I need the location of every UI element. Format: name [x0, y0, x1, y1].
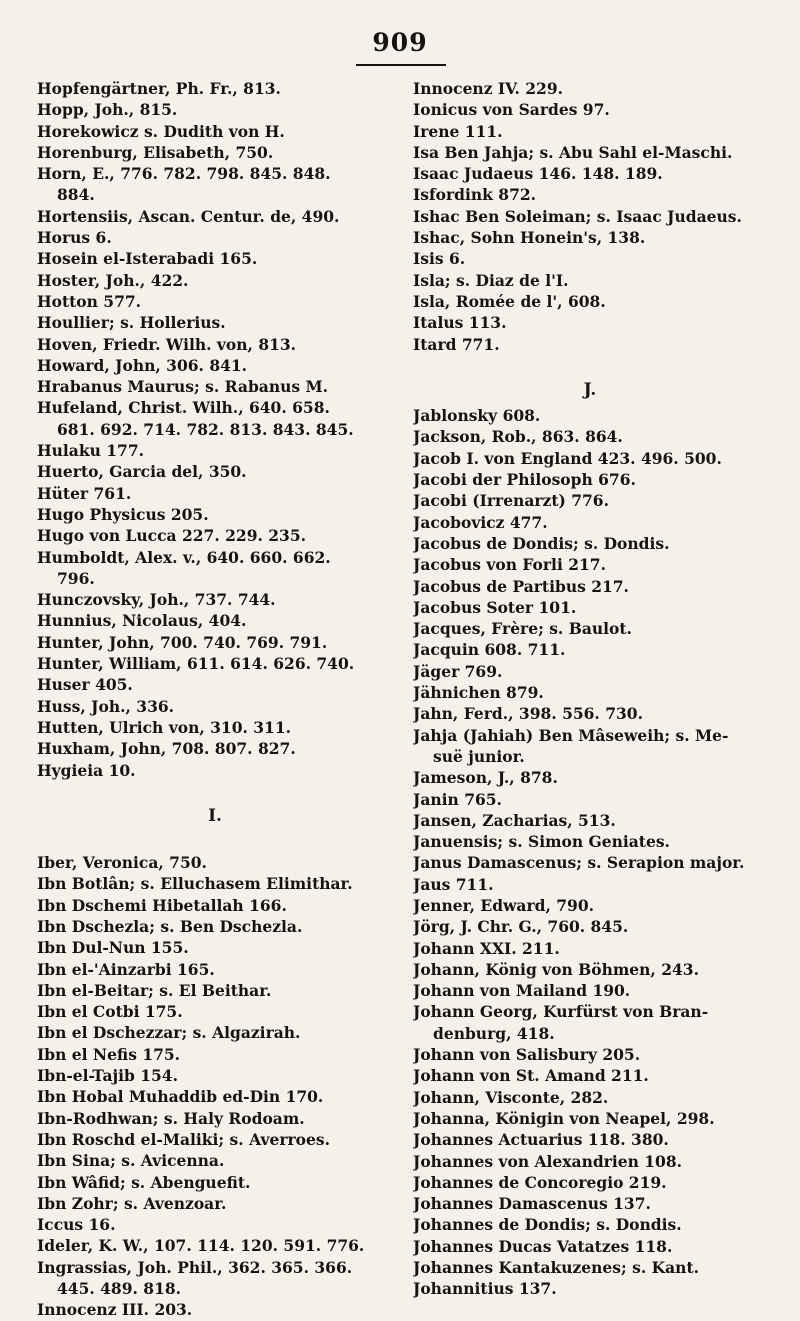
index-entry: Jansen, Zacharias, 513. [413, 810, 616, 830]
index-entry: Hugo von Lucca 227. 229. 235. [37, 526, 307, 546]
index-entry: Horn, E., 776. 782. 798. 845. 848. [37, 164, 331, 184]
index-entry: Johannes Ducas Vatatzes 118. [413, 1236, 673, 1256]
index-entry: Ingrassias, Joh. Phil., 362. 365. 366. [37, 1257, 353, 1277]
index-entry: Jacobus Soter 101. [413, 597, 577, 617]
index-entry-continuation: denburg, 418. [433, 1023, 555, 1043]
index-entry: Innocenz IV. 229. [413, 79, 564, 98]
index-entry: Januensis; s. Simon Geniates. [413, 832, 670, 852]
index-entry: Jaus 711. [413, 874, 494, 894]
index-entry: Isla, Romée de l', 608. [413, 291, 606, 311]
index-entry: Isla; s. Diaz de l'I. [413, 270, 569, 290]
index-entry: Irene 111. [413, 121, 503, 141]
index-entry: Hüter 761. [37, 483, 132, 503]
index-entry: Johannes Damascenus 137. [413, 1194, 651, 1214]
index-entry: Ibn Botlân; s. Elluchasem Elimithar. [37, 874, 353, 894]
index-entry: Jacquin 608. 711. [413, 640, 566, 660]
index-entry: Horus 6. [37, 228, 112, 248]
index-entry: Iccus 16. [37, 1215, 116, 1235]
index-entry: Johannes de Concoregio 219. [413, 1172, 667, 1192]
index-entry: Johann, Visconte, 282. [413, 1087, 609, 1107]
index-entry: Hrabanus Maurus; s. Rabanus M. [37, 377, 329, 397]
index-entry: Humboldt, Alex. v., 640. 660. 662. [37, 547, 331, 567]
header-rule [356, 64, 446, 66]
index-entry: Hunczovsky, Joh., 737. 744. [37, 590, 276, 610]
index-entry: Hosein el-Isterabadi 165. [37, 249, 258, 269]
index-entry: Isis 6. [413, 249, 466, 269]
index-entry-continuation: 796. [57, 568, 95, 588]
index-entry: Ibn el Nefis 175. [37, 1044, 181, 1064]
index-entry: Hunter, William, 611. 614. 626. 740. [37, 654, 355, 674]
index-entry: Italus 113. [413, 313, 507, 333]
index-entry: Jackson, Rob., 863. 864. [413, 427, 623, 447]
index-entry: Ibn Sina; s. Avicenna. [37, 1151, 225, 1171]
index-entry: Johannes von Alexandrien 108. [413, 1151, 683, 1171]
index-entry: Ibn Zohr; s. Avenzoar. [37, 1193, 227, 1213]
index-entry: Jacob I. von England 423. 496. 500. [413, 448, 722, 468]
index-entry: Jablonsky 608. [413, 406, 541, 426]
index-entry: Johanna, Königin von Neapel, 298. [413, 1108, 715, 1128]
index-entry-continuation: 884. [57, 185, 95, 205]
index-entry: Hygieia 10. [37, 760, 136, 780]
index-entry: Jenner, Edward, 790. [413, 895, 595, 915]
index-entry: Itard 771. [413, 334, 500, 354]
index-entry: Ibn Dschezla; s. Ben Dschezla. [37, 916, 303, 936]
index-entry: Ibn el-Beitar; s. El Beithar. [37, 980, 272, 1000]
index-entry: Hotton 577. [37, 291, 142, 311]
index-entry: Hopp, Joh., 815. [37, 100, 178, 120]
index-entry-continuation: 445. 489. 818. [57, 1279, 182, 1299]
index-column-left [37, 78, 393, 1321]
index-entry: Johann Georg, Kurfürst von Bran- [413, 1002, 709, 1022]
index-column-right [413, 78, 767, 1300]
index-entry: Isfordink 872. [413, 185, 537, 205]
index-entry: Hutten, Ulrich von, 310. 311. [37, 717, 292, 737]
spacer [37, 831, 393, 852]
index-entry: Howard, John, 306. 841. [37, 355, 248, 375]
index-entry: Ibn el-'Ainzarbi 165. [37, 959, 215, 979]
index-entry: Jacobus von Forli 217. [413, 555, 606, 575]
index-entry: Huser 405. [37, 675, 133, 695]
index-entry: Ideler, K. W., 107. 114. 120. 591. 776. [37, 1236, 365, 1256]
index-entry: Ibn Dul-Nun 155. [37, 938, 189, 958]
index-entry: Ibn Dschemi Hibetallah 166. [37, 895, 287, 915]
index-entry: Jähnichen 879. [413, 683, 544, 703]
index-entry: Jacobus de Dondis; s. Dondis. [413, 533, 670, 553]
index-entry: Johann von St. Amand 211. [413, 1066, 649, 1086]
index-entry: Ibn Wâfid; s. Abenguefit. [37, 1172, 251, 1192]
index-entry: Huxham, John, 708. 807. 827. [37, 739, 296, 759]
index-entry: Hopfengärtner, Ph. Fr., 813. [37, 79, 281, 98]
index-entry: Ishac Ben Soleiman; s. Isaac Judaeus. [413, 206, 742, 226]
index-entry: Hulaku 177. [37, 441, 145, 461]
section-heading: J. [583, 379, 597, 400]
index-entry: Johannes de Dondis; s. Dondis. [413, 1215, 682, 1235]
page-number: 909 [372, 28, 428, 57]
index-entry: Ibn el Dschezzar; s. Algazirah. [37, 1023, 301, 1043]
index-entry: Hortensiis, Ascan. Centur. de, 490. [37, 206, 340, 226]
index-entry: Jäger 769. [413, 661, 503, 681]
index-entry: Huerto, Garcia del, 350. [37, 462, 247, 482]
index-entry-continuation: suë junior. [433, 746, 525, 766]
index-entry: Hoster, Joh., 422. [37, 270, 189, 290]
index-entry: Houllier; s. Hollerius. [37, 313, 226, 333]
index-entry: Jacobi (Irrenarzt) 776. [413, 491, 609, 511]
index-entry: Johann, König von Böhmen, 243. [413, 959, 699, 979]
spacer [413, 355, 767, 376]
index-entry: Johannes Actuarius 118. 380. [413, 1130, 669, 1150]
index-entry: Ibn Roschd el-Maliki; s. Averroes. [37, 1129, 330, 1149]
index-entry: Hugo Physicus 205. [37, 504, 209, 524]
index-entry: Janus Damascenus; s. Serapion major. [413, 853, 745, 873]
index-entry: Janin 765. [413, 789, 502, 809]
index-entry: Johannitius 137. [413, 1279, 557, 1299]
index-entry: Ionicus von Sardes 97. [413, 100, 610, 120]
index-entry: Horenburg, Elisabeth, 750. [37, 142, 274, 162]
index-entry: Johannes Kantakuzenes; s. Kant. [413, 1258, 700, 1278]
index-entry: Huss, Joh., 336. [37, 696, 175, 716]
index-entry: Johann von Mailand 190. [413, 981, 631, 1001]
index-entry: Hoven, Friedr. Wilh. von, 813. [37, 334, 297, 354]
index-entry: Iber, Veronica, 750. [37, 853, 207, 873]
index-entry: Isa Ben Jahja; s. Abu Sahl el-Maschi. [413, 142, 733, 162]
index-entry: Hufeland, Christ. Wilh., 640. 658. [37, 398, 330, 418]
index-entry: Jahja (Jahiah) Ben Mâseweih; s. Me- [413, 725, 729, 745]
index-entry: Jacobovicz 477. [413, 512, 548, 532]
index-entry: Jahn, Ferd., 398. 556. 730. [413, 704, 643, 724]
index-entry: Hunnius, Nicolaus, 404. [37, 611, 247, 631]
index-entry: Isaac Judaeus 146. 148. 189. [413, 164, 663, 184]
index-entry: Ibn Hobal Muhaddib ed-Din 170. [37, 1087, 324, 1107]
index-entry: Horekowicz s. Dudith von H. [37, 121, 285, 141]
index-entry: Ishac, Sohn Honein's, 138. [413, 228, 646, 248]
index-entry: Ibn-Rodhwan; s. Haly Rodoam. [37, 1108, 305, 1128]
index-entry: Ibn el Cotbi 175. [37, 1002, 183, 1022]
index-entry: Jacobi der Philosoph 676. [413, 470, 636, 490]
index-entry: Innocenz III. 203. [37, 1300, 193, 1320]
index-entry: Jacques, Frère; s. Baulot. [413, 619, 632, 639]
index-entry: Hunter, John, 700. 740. 769. 791. [37, 632, 328, 652]
index-entry: Johann von Salisbury 205. [413, 1045, 641, 1065]
index-entry-continuation: 681. 692. 714. 782. 813. 843. 845. [57, 419, 354, 439]
spacer [37, 781, 393, 802]
index-entry: Jameson, J., 878. [413, 768, 558, 788]
index-entry: Johann XXI. 211. [413, 938, 560, 958]
index-entry: Jacobus de Partibus 217. [413, 576, 629, 596]
index-entry: Ibn-el-Tajib 154. [37, 1066, 178, 1086]
index-entry: Jörg, J. Chr. G., 760. 845. [413, 917, 629, 937]
section-heading: I. [208, 805, 222, 826]
